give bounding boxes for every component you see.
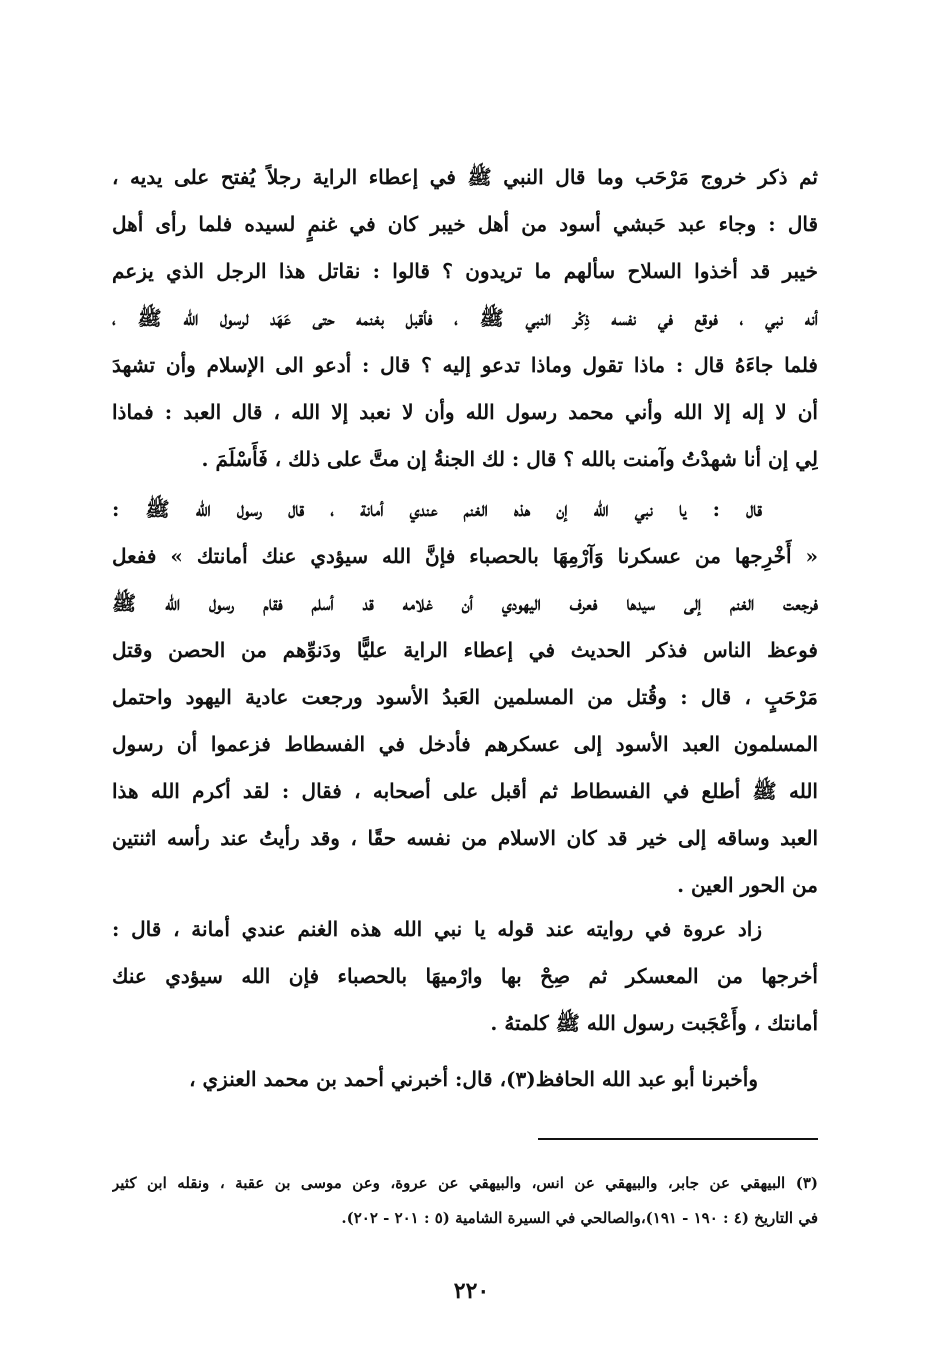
text-line: من الحور العين .	[677, 873, 818, 897]
text-line: وأخبرنا أبو عبد الله الحافظ(٣)، قال: أخبرني أحمد بن محمد العنزي ،	[189, 1067, 758, 1091]
paragraph-1	[112, 154, 818, 483]
paragraph-3	[112, 906, 818, 1047]
footnote-line: (٣) البيهقي عن جابر، والبيهقي عن انس، والبيهقي عن عروة، وعن موسى بن عقبة ، ونقله ابن كثير	[112, 1174, 818, 1192]
text-line: قال : يا نبي الله إن هذه الغنم عندي أمانة ، قال رسول الله ﷺ :	[112, 497, 762, 521]
page-number: ٢٢٠	[453, 1278, 490, 1304]
text-line: مَرْحَبٍ ، قال : وقُتل من المسلمين العَبدُ الأسود ورجعت عادية اليهود واحتمل	[112, 685, 818, 709]
text-line: لِي إن أنا شهدْتُ وآمنت بالله ؟ قال : لك الجنةُ إن متَّ على ذلك ، فَأَسْلَمَ .	[201, 447, 818, 471]
footnote-line: في التاريخ (٤ : ١٩٠ - ١٩١)،والصالحي في السيرة الشامية (٥ : ٢٠١ - ٢٠٢).	[341, 1209, 818, 1227]
text-line: قال : وجاء عبد حَبشي أسود من أهل خيبر كان في غنمٍ لسيده فلما رأى أهل	[112, 212, 818, 236]
paragraph-2	[112, 486, 818, 909]
text-line: أنه نبي ، فوقع في نفسه ذِكْر النبي ﷺ ، فأقبل بغنمه حتى عَهَد لرسول الله ﷺ ،	[112, 306, 818, 330]
text-line: ثم ذكر خروج مَرْحَب وما قال النبي ﷺ في إعطاء الراية رجلاً يُفتح على يديه ،	[112, 165, 818, 189]
text-line: أن لا إله إلا الله وأني محمد رسول الله وأن لا نعبد إلا الله ، قال العبد : فماذا	[112, 400, 818, 424]
text-line: المسلمون العبد الأسود إلى عسكرهم فأدخل في الفسطاط فزعموا أن رسول	[112, 732, 818, 756]
text-line: زاد عروة في روايته عند قوله يا نبي الله هذه الغنم عندي أمانة ، قال :	[112, 917, 762, 941]
text-line: أمانتك ، وأَعْجَبت رسول الله ﷺ كلمتهُ .	[490, 1011, 818, 1035]
footnote-separator	[538, 1138, 818, 1140]
footnote	[112, 1166, 818, 1236]
text-line: العبد وساقه إلى خير قد كان الاسلام من نفسه حقًا ، وقد رأيتُ عند رأسه اثنتين	[112, 826, 818, 850]
text-line: فوعظ الناس فذكر الحديث في إعطاء الراية عليًّا ودَنوِّهم من الحصن وقتل	[112, 638, 818, 662]
text-line: الله ﷺ أطلع في الفسطاط ثم أقبل على أصحابه ، فقال : لقد أكرم الله هذا	[112, 779, 818, 803]
text-line: خيبر قد أخذوا السلاح سألهم ما تريدون ؟ قالوا : نقاتل هذا الرجل الذي يزعم	[112, 259, 818, 283]
text-line: فلما جاءَهُ قال : ماذا تقول وماذا تدعو إليه ؟ قال : أدعو الى الإسلام وأن تشهدَ	[112, 353, 818, 377]
text-line: « أَخْرِجها من عسكرنا وَآرْمِهَا بالحصباء فإنَّ الله سيؤدي عنك أمانتك » ففعل	[112, 544, 818, 568]
text-line: فرجعت الغنم إلى سيدها فعرف اليهودي أن غلامه قد أسلم فقام رسول الله ﷺ	[112, 591, 818, 615]
text-line: أخرجها من المعسكر ثم صِحْ بها وارْميهَا بالحصباء فإن الله سيؤدي عنك	[112, 964, 818, 988]
paragraph-4	[112, 1056, 818, 1103]
